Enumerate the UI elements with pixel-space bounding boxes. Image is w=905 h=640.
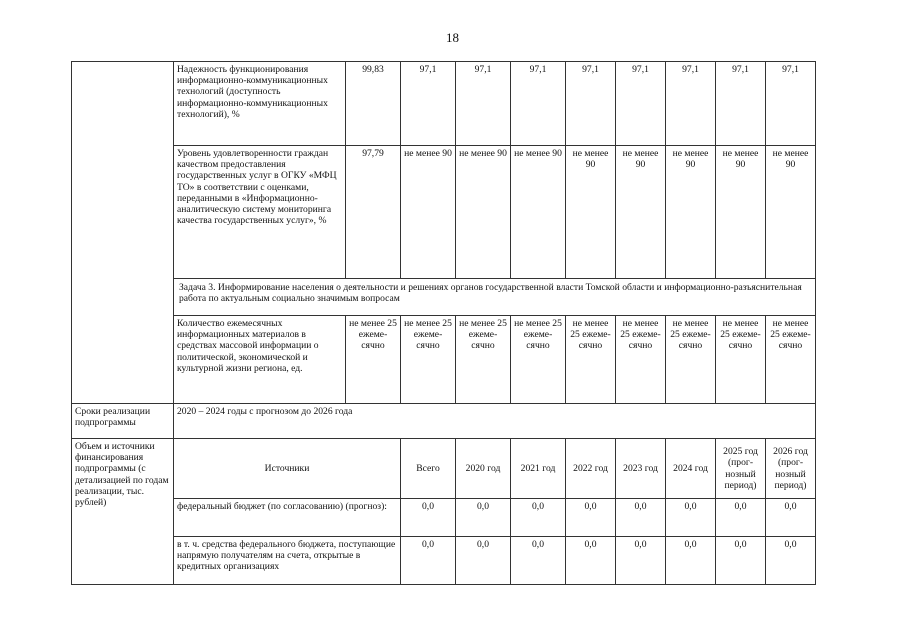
finance-header: 2024 год bbox=[666, 439, 716, 499]
indicator-value: не менее 90 bbox=[566, 146, 616, 279]
finance-header: Всего bbox=[401, 439, 456, 499]
indicator-value: 97,1 bbox=[566, 62, 616, 146]
finance-value: 0,0 bbox=[716, 537, 766, 585]
finance-value: 0,0 bbox=[456, 499, 511, 537]
finance-header: 2022 год bbox=[566, 439, 616, 499]
table-row bbox=[72, 279, 816, 316]
indicator-value: не менее 90 bbox=[401, 146, 456, 279]
indicator-value: не менее 25 ежеме-сячно bbox=[766, 316, 816, 404]
table-row bbox=[72, 316, 816, 404]
indicator-value: не менее 25 ежеме-сячно bbox=[716, 316, 766, 404]
indicator-value: не менее 90 bbox=[511, 146, 566, 279]
indicator-name: Надежность функционирования информационно-коммуникационных технологий (доступность информационно-коммуникационных технологий), % bbox=[174, 62, 346, 146]
table-row bbox=[72, 146, 816, 279]
indicator-name: Количество ежемесячных информационных материалов в средствах массовой информации о политической, экономической и культурной жизни региона, ед. bbox=[174, 316, 346, 404]
terms-label: Сроки реализации подпрограммы bbox=[72, 404, 174, 439]
task-3-title: Задача 3. Информирование населения о деятельности и решениях органов государственной власти Томской области и информационно-разъяснительная работа по актуальным социально значимым вопросам bbox=[174, 279, 816, 316]
indicator-value: 99,83 bbox=[346, 62, 401, 146]
finance-value: 0,0 bbox=[616, 499, 666, 537]
finance-source: федеральный бюджет (по согласованию) (прогноз): bbox=[174, 499, 401, 537]
subprogram-passport-table bbox=[71, 61, 816, 585]
finance-value: 0,0 bbox=[666, 537, 716, 585]
indicator-value: 97,1 bbox=[511, 62, 566, 146]
table-row bbox=[72, 499, 816, 537]
finance-value: 0,0 bbox=[766, 499, 816, 537]
left-empty-cell bbox=[72, 62, 174, 404]
finance-value: 0,0 bbox=[616, 537, 666, 585]
indicator-value: 97,1 bbox=[666, 62, 716, 146]
finance-label: Объем и источники финансирования подпрограммы (с детализацией по годам реализации, тыс. рублей) bbox=[72, 439, 174, 585]
indicator-value: 97,79 bbox=[346, 146, 401, 279]
finance-header-sources: Источники bbox=[174, 439, 401, 499]
indicator-value: не менее 90 bbox=[456, 146, 511, 279]
indicator-value: не менее 90 bbox=[716, 146, 766, 279]
indicator-value: 97,1 bbox=[766, 62, 816, 146]
finance-value: 0,0 bbox=[716, 499, 766, 537]
table-row bbox=[72, 537, 816, 585]
indicator-value: не менее 90 bbox=[766, 146, 816, 279]
table-row bbox=[72, 439, 816, 499]
indicator-value: не менее 90 bbox=[666, 146, 716, 279]
table-row bbox=[72, 404, 816, 439]
terms-value: 2020 – 2024 годы с прогнозом до 2026 года bbox=[174, 404, 816, 439]
finance-value: 0,0 bbox=[401, 537, 456, 585]
indicator-name: Уровень удовлетворенности граждан качеством предоставления государственных услуг в ОГКУ «МФЦ ТО» в соответствии с оценками, переданными в «Информационно-аналитическую систему мониторинга качества государственных услуг», % bbox=[174, 146, 346, 279]
finance-value: 0,0 bbox=[666, 499, 716, 537]
finance-value: 0,0 bbox=[456, 537, 511, 585]
finance-value: 0,0 bbox=[511, 537, 566, 585]
indicator-value: не менее 25 ежеме-сячно bbox=[346, 316, 401, 404]
finance-header: 2023 год bbox=[616, 439, 666, 499]
indicator-value: 97,1 bbox=[456, 62, 511, 146]
indicator-value: 97,1 bbox=[716, 62, 766, 146]
indicator-value: не менее 25 ежеме-сячно bbox=[456, 316, 511, 404]
finance-value: 0,0 bbox=[766, 537, 816, 585]
finance-value: 0,0 bbox=[401, 499, 456, 537]
table-row bbox=[72, 62, 816, 146]
indicator-value: не менее 90 bbox=[616, 146, 666, 279]
page-number: 18 bbox=[446, 30, 459, 45]
indicator-value: не менее 25 ежеме-сячно bbox=[616, 316, 666, 404]
finance-header: 2020 год bbox=[456, 439, 511, 499]
finance-value: 0,0 bbox=[566, 537, 616, 585]
finance-value: 0,0 bbox=[566, 499, 616, 537]
indicator-value: 97,1 bbox=[401, 62, 456, 146]
finance-source: в т. ч. средства федерального бюджета, поступающие напрямую получателям на счета, открытые в кредитных организациях bbox=[174, 537, 401, 585]
finance-header: 2021 год bbox=[511, 439, 566, 499]
indicator-value: не менее 25 ежеме-сячно bbox=[401, 316, 456, 404]
indicator-value: 97,1 bbox=[616, 62, 666, 146]
indicator-value: не менее 25 ежеме-сячно bbox=[666, 316, 716, 404]
finance-header: 2025 год (прог-нозный период) bbox=[716, 439, 766, 499]
indicator-value: не менее 25 ежеме-сячно bbox=[566, 316, 616, 404]
finance-header: 2026 год (прог-нозный период) bbox=[766, 439, 816, 499]
finance-value: 0,0 bbox=[511, 499, 566, 537]
indicator-value: не менее 25 ежеме-сячно bbox=[511, 316, 566, 404]
